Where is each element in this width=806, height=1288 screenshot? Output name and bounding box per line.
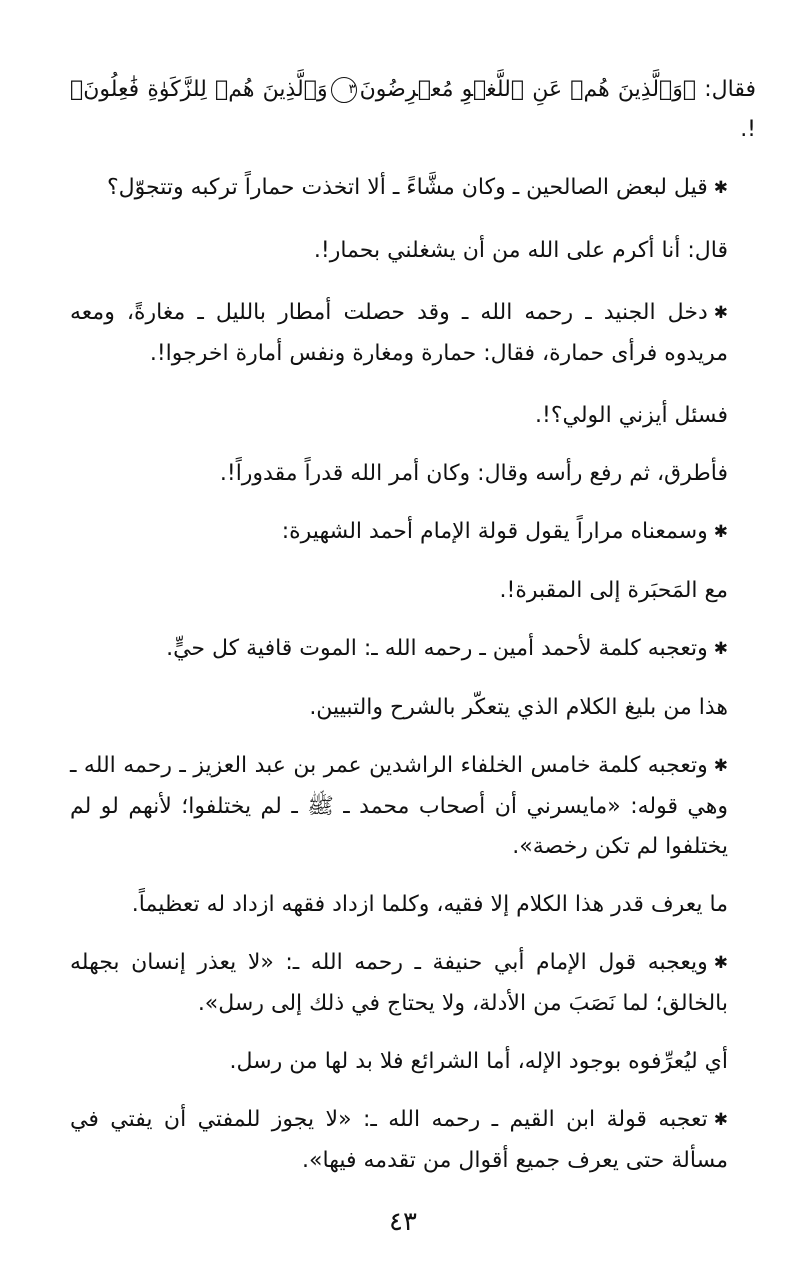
paragraph-text: وسمعناه مراراً يقول قولة الإمام أحمد الشهيرة:: [281, 519, 708, 544]
bullet-star-icon: ✱: [713, 522, 728, 542]
paragraph-13: [70, 943, 756, 1024]
paragraph-text: تعجبه قولة ابن القيم ـ رحمه الله ـ: «لا يجوز للمفتي أن يفتي في مسألة حتى يعرف جميع أقوال من تقدمه فيها».: [70, 1107, 728, 1173]
paragraph-8: [70, 571, 756, 611]
paragraph-text: قال: أنا أكرم على الله من أن يشغلني بحمار!.: [313, 238, 728, 263]
paragraph-text: وتعجبه كلمة لأحمد أمين ـ رحمه الله ـ: الموت قافية كل حيٍّ.: [166, 636, 708, 661]
bullet-star-icon: ✱: [713, 953, 728, 973]
paragraph-text: فقال: ﴿وَٱلَّذِينَ هُمۡ عَنِ ٱللَّغۡوِ مُعۡرِضُونَ: [359, 77, 756, 102]
page-number: ٤٣: [389, 1207, 417, 1237]
paragraph-text: وتعجبه كلمة خامس الخلفاء الراشدين عمر بن عبد العزيز ـ رحمه الله ـ وهي قوله: «مايسرني أن أصحاب محمد ـ ﷺ ـ لم يختلفوا؛ لأنهم لو لم يختلفوا لم تكن رخصة».: [70, 753, 728, 859]
paragraph-text: وَٱلَّذِينَ هُمۡ لِلزَّكَوٰةِ فَٰعِلُونَ﴾ !.: [70, 77, 756, 142]
paragraph-6: [70, 454, 756, 494]
paragraph-14: [70, 1042, 756, 1082]
book-page: [70, 70, 756, 1181]
paragraph-9: [70, 629, 756, 670]
paragraph-text: ويعجبه قول الإمام أبي حنيفة ـ رحمه الله ـ: «لا يعذر إنسان بجهله بالخالق؛ لما نَصَبَ من الأدلة، ولا يحتاج في ذلك إلى رسل».: [70, 950, 728, 1016]
paragraph-text: قيل لبعض الصالحين ـ وكان مشَّاءً ـ ألا اتخذت حماراً تركبه وتتجوّل؟: [107, 175, 708, 200]
bullet-star-icon: ✱: [713, 303, 728, 323]
paragraph-11: [70, 746, 756, 867]
paragraph-text: دخل الجنيد ـ رحمه الله ـ وقد حصلت أمطار بالليل ـ مغارةً، ومعه مريدوه فرأى حمارة، فقال: حمارة ومغارة ونفس أمارة اخرجوا!.: [70, 300, 728, 366]
paragraph-7: [70, 512, 756, 553]
ayah-number-icon: ٣: [331, 77, 357, 103]
paragraph-5: [70, 396, 756, 436]
paragraph-4: [70, 293, 756, 374]
paragraph-15: [70, 1100, 756, 1181]
paragraph-text: أي ليُعرِّفوه بوجود الإله، أما الشرائع فلا بد لها من رسل.: [229, 1049, 728, 1074]
paragraph-text: فسئل أيزني الولي؟!.: [535, 403, 728, 428]
paragraph-text: فأطرق، ثم رفع رأسه وقال: وكان أمر الله قدراً مقدوراً!.: [219, 461, 728, 486]
paragraph-text: هذا من بليغ الكلام الذي يتعكّر بالشرح والتبيين.: [309, 695, 728, 720]
paragraph-12: [70, 885, 756, 925]
paragraph-1: [70, 70, 756, 150]
bullet-star-icon: ✱: [713, 639, 728, 659]
paragraph-2: [70, 168, 756, 209]
bullet-star-icon: ✱: [713, 1110, 728, 1130]
paragraph-3: [70, 231, 756, 271]
bullet-star-icon: ✱: [713, 756, 728, 776]
paragraph-text: ما يعرف قدر هذا الكلام إلا فقيه، وكلما ازداد فقهه ازداد له تعظيماً.: [131, 892, 728, 917]
paragraph-10: [70, 688, 756, 728]
bullet-star-icon: ✱: [713, 178, 728, 198]
paragraph-text: مع المَحبَرة إلى المقبرة!.: [499, 578, 728, 603]
